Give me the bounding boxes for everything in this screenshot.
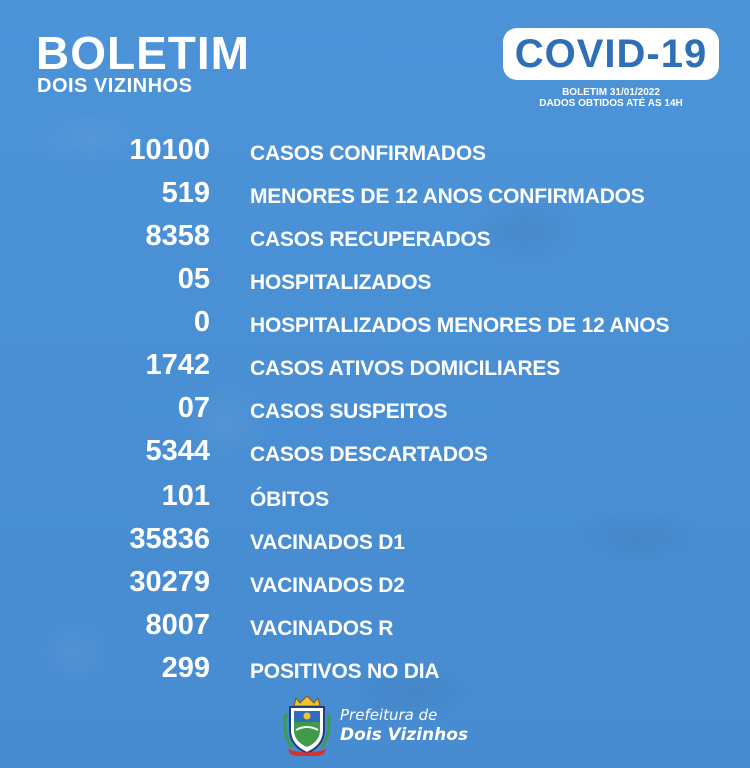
covid-badge-label: COVID-19 [514,32,708,76]
covid-badge [503,28,719,80]
stat-value: 0 [193,306,210,338]
stat-label: CASOS SUSPEITOS [250,400,448,423]
stat-row-active-home [0,345,750,385]
stat-value: 30279 [129,566,210,598]
stat-row-hospitalized [0,259,750,299]
stat-row-confirmed [0,130,750,170]
stat-row-deaths [0,476,750,516]
stat-label: CASOS CONFIRMADOS [250,142,486,165]
stat-value: 8358 [145,220,210,252]
stat-value: 10100 [129,134,210,166]
stat-value: 35836 [129,523,210,555]
stat-value: 1742 [145,349,210,381]
stat-row-positive-today [0,648,750,688]
stat-row-suspected [0,388,750,428]
stat-row-vaccinated-r [0,605,750,645]
logo-text-line1: Prefeitura de [340,706,438,724]
stat-value: 299 [161,652,210,684]
coat-of-arms-icon [278,694,336,756]
stat-row-vaccinated-d2 [0,562,750,602]
stat-row-hospitalized-under12 [0,302,750,342]
stat-label: VACINADOS D2 [250,574,405,597]
stat-value: 8007 [145,609,210,641]
stat-label: POSITIVOS NO DIA [250,660,440,683]
stat-row-discarded [0,431,750,471]
stat-value: 101 [161,480,210,512]
stat-label: HOSPITALIZADOS [250,271,432,294]
stat-value: 5344 [145,435,210,467]
stat-label: VACINADOS D1 [250,531,405,554]
stat-label: CASOS RECUPERADOS [250,228,491,251]
stat-label: CASOS ATIVOS DOMICILIARES [250,357,561,380]
stat-value: 519 [161,177,210,209]
stat-row-under12-confirmed [0,173,750,213]
stat-label: VACINADOS R [250,617,394,640]
city-subtitle: DOIS VIZINHOS [37,75,193,97]
stat-row-recovered [0,216,750,256]
stat-label: MENORES DE 12 ANOS CONFIRMADOS [250,185,645,208]
stat-label: HOSPITALIZADOS MENORES DE 12 ANOS [250,314,670,337]
stat-label: CASOS DESCARTADOS [250,443,488,466]
stat-value: 07 [177,392,210,424]
stat-value: 05 [177,263,210,295]
stat-label: ÓBITOS [250,488,329,511]
data-cutoff-note: DADOS OBTIDOS ATÉ AS 14H [539,98,683,109]
page-title: BOLETIM [36,27,250,79]
bulletin-date: BOLETIM 31/01/2022 [562,87,660,98]
prefeitura-logo [278,694,478,756]
stat-row-vaccinated-d1 [0,519,750,559]
logo-text-line2: Dois Vizinhos [340,725,469,745]
